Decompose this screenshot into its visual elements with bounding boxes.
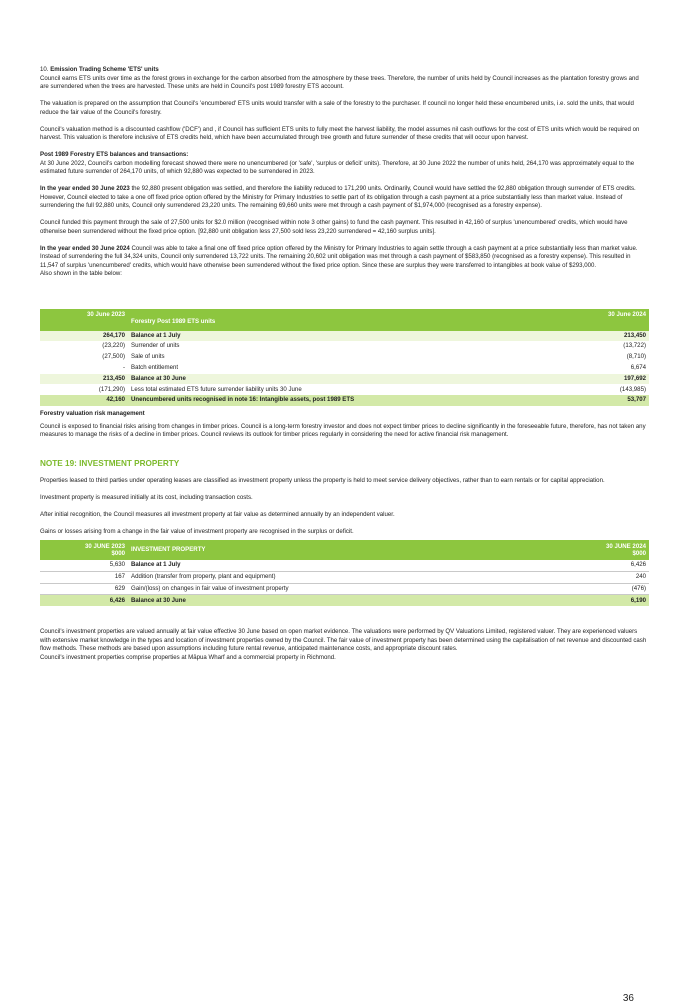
ets-paragraph-4: At 30 June 2022, Council's carbon modelling forecast showed there were no unencumbered (or 'safe', 'surplus or deficit' units). Therefore, at 30 June 2022 the number of units held, 264,170 was approximately equal to the estimated future surrender of 264,170 units, of which 92,880 was expected to be surrendered in 2023. [40,159,635,175]
closing-paragraph-1: Council's investment properties are valued annually at fair value effective 30 June based on open market evidence. The valuations were performed by QV Valuations Limited, registered valuer. They are experienced valuers with extensive market knowledge in the types and location of investment properties owned by the Council. The fair value of investment property has been determined using the capitalisation of net revenue and discounted cash flow methods. These methods are based upon assumptions including future rental revenue, anticipated maintenance costs, and appropriate discount rates. [40,628,647,653]
note-19-paragraph-3: After initial recognition, the Council measures all investment property at fair value as determined annually by an independent valuer. [40,510,395,518]
table-row: 167 Addition (transfer from property, plant and equipment) 240 [40,571,649,583]
ets-paragraph-1: Council earns ETS units over time as the forest grows in exchange for the carbon absorbed from the atmosphere by these trees. Therefore, the number of units held by Council increases as the plantation forestry grows and are surrendered when the trees are harvested. These units are held in Council's post 1989 forestry ETS account. [40,74,639,90]
ets-table-header [40,309,649,331]
ets-paragraph-6: Council funded this payment through the sale of 27,500 units for $2.0 million (recognised within note 3 other gains) to fund the cash payment. This resulted in 42,160 of surplus 'unencumbered' credits, which would have otherwise been surrendered without the fixed price option. [92,880 unit obligation less 27,500 sold less 23,220 surrendered = 42,160 surplus units]. [40,219,628,235]
table-row-total: 42,160 Unencumbered units recognised in note 16: Intangible assets, post 1989 ETS 53,707 [40,395,649,406]
note-19-title: NOTE 19: INVESTMENT PROPERTY [40,458,180,468]
table-row-total: 6,426 Balance at 30 June 6,190 [40,595,649,606]
page-content [40,66,649,662]
ip-col-2023: 30 JUNE 2023 $000 [40,540,128,560]
ets-col-2023: 30 June 2023 [40,309,128,331]
note-19-paragraph-1: Properties leased to third parties under operating leases are classified as investment property unless the property is held to meet service delivery objectives, rather than to earn rentals or for capital appreciation. [40,476,605,484]
risk-heading: Forestry valuation risk management [40,410,145,418]
ets-units-table [40,309,649,407]
investment-property-table [40,540,649,606]
ets-paragraph-8: Also shown in the table below: [40,270,122,277]
note-19-paragraph-2: Investment property is measured initially at its cost, including transaction costs. [40,493,253,501]
ets-paragraph-3: Council's valuation method is a discounted cashflow ('DCF') and , if Council has sufficient ETS units to fully meet the harvest liability, the model assumes nil cash outflows for the cost of ETS units which would be required on harvest. This valuation is therefore inclusive of ETS credits held, which have been accumulated through tree growth and future surrender of these credits that will occur upon harvest. [40,125,640,141]
table-row: 629 Gain/(loss) on changes in fair value of investment property (476) [40,583,649,595]
ets-col-title: Forestry Post 1989 ETS units [128,309,573,331]
table-row: (27,500) Sale of units (8,710) [102,353,646,361]
ets-paragraph-7: In the year ended 30 June 2024 Council was able to take a final one off fixed price option offered by the Ministry for Primary Industries to again settle through a cash payment at a price substantially less than market value. Instead of surrendering the full 34,324 units, Council only surrendered 13,722 units. The remaining 20,602 unit obligation was met through a cash payment of $583,850 (recognised as a forestry expense). This resulted in 11,547 of surplus 'unencumbered' credits, which would have otherwise been surrendered without the fixed price option. Since these are surplus they were transferred to intangibles at book value of $293,000. [40,244,638,269]
table-row: - Batch entitlement 6,674 [122,364,646,372]
page-number: 36 [622,993,634,1004]
ip-col-title: INVESTMENT PROPERTY [128,540,573,560]
closing-paragraph-2: Council's investment properties comprise properties at Māpua Wharf and a commercial property in Richmond. [40,653,336,661]
ip-col-2024: 30 JUNE 2024 $000 [573,540,649,560]
ets-sub-heading: Post 1989 Forestry ETS balances and transactions: [40,151,189,158]
table-row: (171,290) Less total estimated ETS future surrender liability units 30 June (143,985) [98,385,646,393]
note-19-paragraph-4: Gains or losses arising from a change in the fair value of investment property are recognised in the surplus or deficit. [40,527,354,535]
ip-table-header [40,540,649,560]
ets-col-2024: 30 June 2024 [573,309,649,331]
table-row: (23,220) Surrender of units (13,722) [102,342,646,350]
table-row: 264,170 Balance at 1 July 213,450 [40,331,649,342]
ets-heading: 10. Emission Trading Scheme 'ETS' units [40,66,159,73]
ets-paragraph-2: The valuation is prepared on the assumption that Council's 'encumbered' ETS units would transfer with a sale of the forestry to the purchaser. If council no longer held these encumbered units, i.e. sold the units, that would reduce the fair value of the Council's forestry. [40,100,634,116]
table-row: 213,450 Balance at 30 June 197,692 [40,374,649,385]
table-row: 5,630 Balance at 1 July 6,426 [40,560,649,571]
risk-paragraph: Council is exposed to financial risks arising from changes in timber prices. Council is a long-term forestry investor and does not expect timber prices to decline significantly in the foreseeable future, therefore, has not taken any measures to manage the risks of a decline in timber prices. Council reviews its outlook for timber prices regularly in considering the need for active financial risk management. [40,422,646,439]
ets-paragraph-5: In the year ended 30 June 2023 the 92,880 present obligation was settled, and therefore the liability reduced to 171,290 units. Ordinarily, Council would have settled the 92,880 obligation through surrender of ETS credits. However, Council elected to take a one off fixed price option offered by the Ministry for Primary Industries to settle part of its obligation through a cash payment at a price substantially less than market value. Instead of surrendering the full 92,880 units, Council only surrendered 23,220 units. The remaining 69,660 units were met through a cash payment of $1,974,000 (recognised as a forestry expense). [40,185,636,209]
